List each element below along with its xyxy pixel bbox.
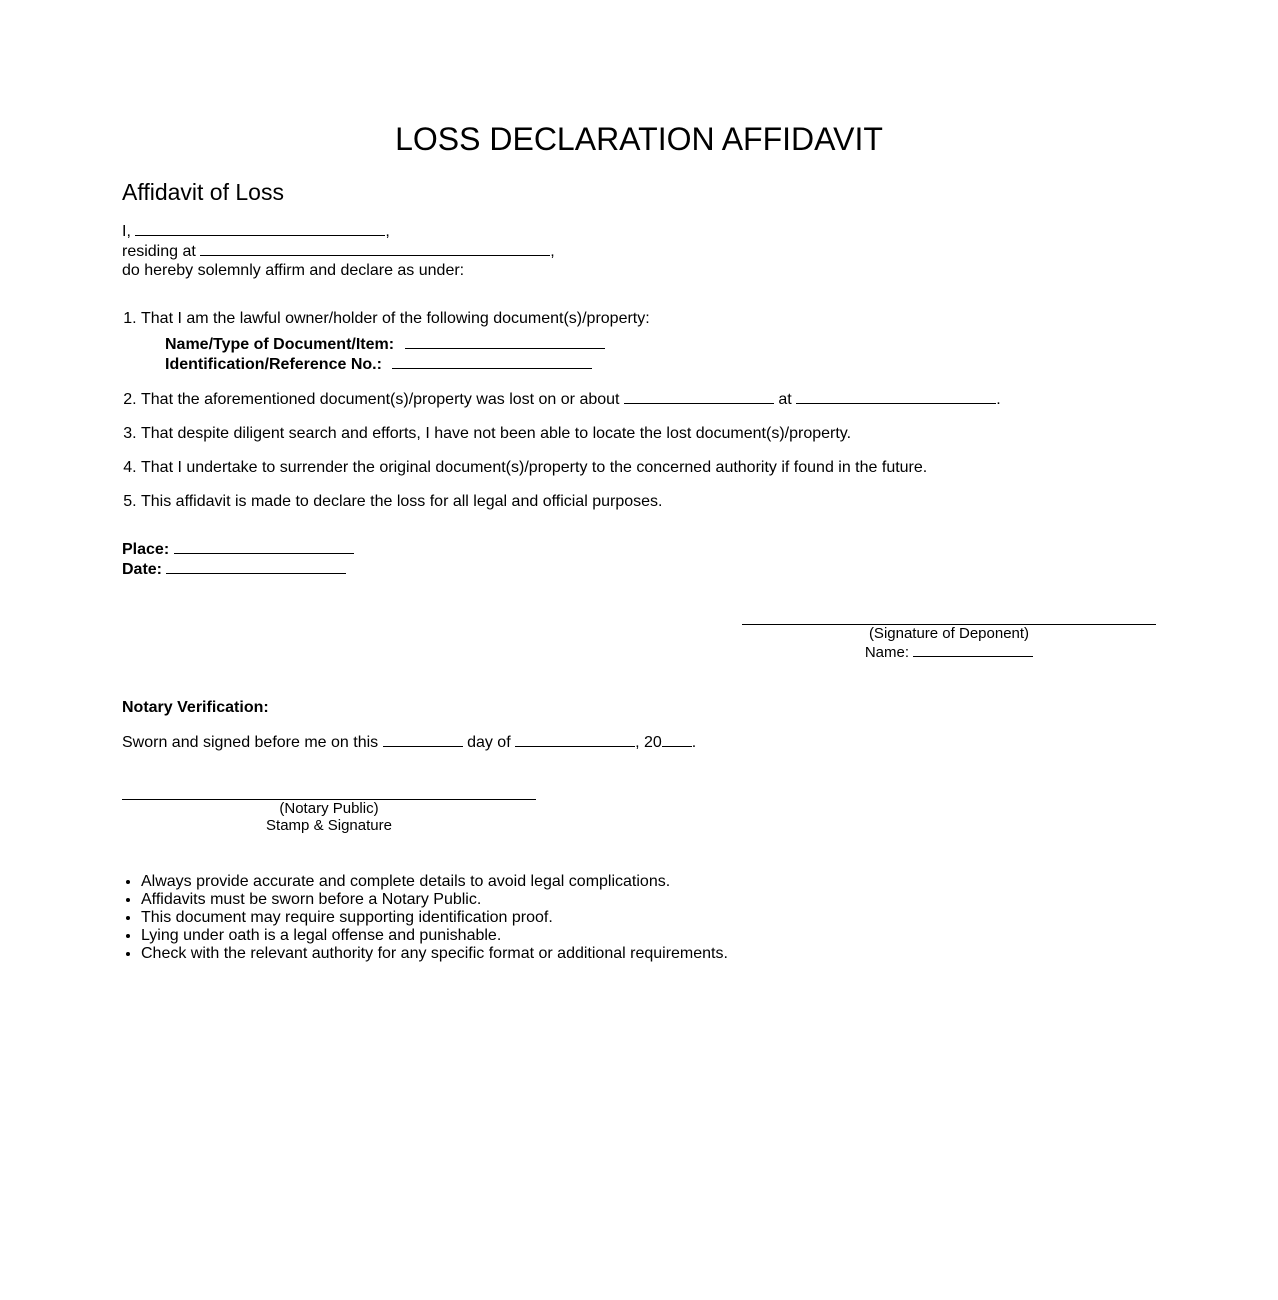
document-name-row <box>165 334 1141 354</box>
date-blank[interactable] <box>166 559 346 574</box>
clause-2-suffix: . <box>996 391 1001 408</box>
notary-signature-line[interactable] <box>122 782 536 800</box>
loss-location-blank[interactable] <box>796 389 996 404</box>
sworn-year-label: , 20 <box>635 734 662 751</box>
reference-no-row <box>165 354 1141 374</box>
deponent-signature-caption: (Signature of Deponent) <box>868 625 1030 642</box>
clause-3: 3. That despite diligent search and efforts, I have not been able to locate the lost document(s)/property. <box>141 424 1141 443</box>
notes-list <box>122 873 728 963</box>
deponent-printed-name-blank[interactable] <box>913 642 1033 657</box>
clause-2-prefix: That the aforementioned document(s)/property was lost on or about <box>141 391 620 408</box>
sworn-prefix: Sworn and signed before me on this <box>122 734 379 751</box>
reference-no-blank[interactable] <box>392 354 592 369</box>
intro-name-prefix: I, <box>122 223 131 240</box>
notary-caption-line1: (Notary Public) <box>279 800 379 817</box>
intro-section <box>122 221 555 280</box>
clause-2-middle: at <box>778 391 792 408</box>
intro-address-suffix: , <box>550 243 555 260</box>
sworn-day-blank[interactable] <box>383 732 463 747</box>
place-date-section <box>122 539 354 579</box>
place-blank[interactable] <box>174 539 354 554</box>
intro-address-line <box>122 241 555 261</box>
clause-1-fields <box>165 334 1141 374</box>
note-item: • This document may require supporting identification proof. <box>141 909 728 927</box>
deponent-address-blank[interactable] <box>200 241 550 256</box>
clause-1-text: That I am the lawful owner/holder of the following document(s)/property: <box>141 310 650 327</box>
loss-date-blank[interactable] <box>624 389 774 404</box>
note-item: • Check with the relevant authority for any specific format or additional requirements. <box>141 945 728 963</box>
note-item: • Always provide accurate and complete details to avoid legal complications. <box>141 873 728 891</box>
place-row <box>122 539 354 559</box>
intro-name-line <box>122 221 555 241</box>
clause-1 <box>141 309 1141 374</box>
clause-5: 5. This affidavit is made to declare the loss for all legal and official purposes. <box>141 492 1141 511</box>
document-name-label: Name/Type of Document/Item: <box>165 336 395 353</box>
intro-address-prefix: residing at <box>122 243 196 260</box>
note-item: • Affidavits must be sworn before a Notary Public. <box>141 891 728 909</box>
deponent-name-label: Name: <box>864 644 909 661</box>
notary-signature-block <box>122 782 536 834</box>
deponent-name-blank[interactable] <box>135 221 385 236</box>
intro-declaration: do hereby solemnly affirm and declare as under: <box>122 262 465 279</box>
deponent-signature-line[interactable] <box>742 607 1156 625</box>
note-item: • Lying under oath is a legal offense and punishable. <box>141 927 728 945</box>
document-title: LOSS DECLARATION AFFIDAVIT <box>395 121 883 157</box>
notary-caption-line2: Stamp & Signature <box>266 817 392 834</box>
document-subtitle: Affidavit of Loss <box>122 179 284 205</box>
document-name-blank[interactable] <box>405 334 605 349</box>
date-label: Date: <box>122 561 163 578</box>
sworn-line <box>122 732 696 752</box>
clause-4: 4. That I undertake to surrender the original document(s)/property to the concerned authority if found in the future. <box>141 458 1141 477</box>
deponent-signature-block <box>742 607 1156 661</box>
intro-name-suffix: , <box>385 223 390 240</box>
clause-2 <box>141 389 1141 409</box>
sworn-month-blank[interactable] <box>515 732 635 747</box>
deponent-name-row <box>742 642 1156 661</box>
sworn-day-label: day of <box>467 734 511 751</box>
date-row <box>122 559 354 579</box>
clauses-list <box>122 309 1141 526</box>
reference-no-label: Identification/Reference No.: <box>165 356 382 373</box>
sworn-suffix: . <box>691 734 697 751</box>
notary-heading: Notary Verification: <box>122 699 269 716</box>
place-label: Place: <box>122 541 170 558</box>
sworn-year-blank[interactable] <box>662 732 692 747</box>
